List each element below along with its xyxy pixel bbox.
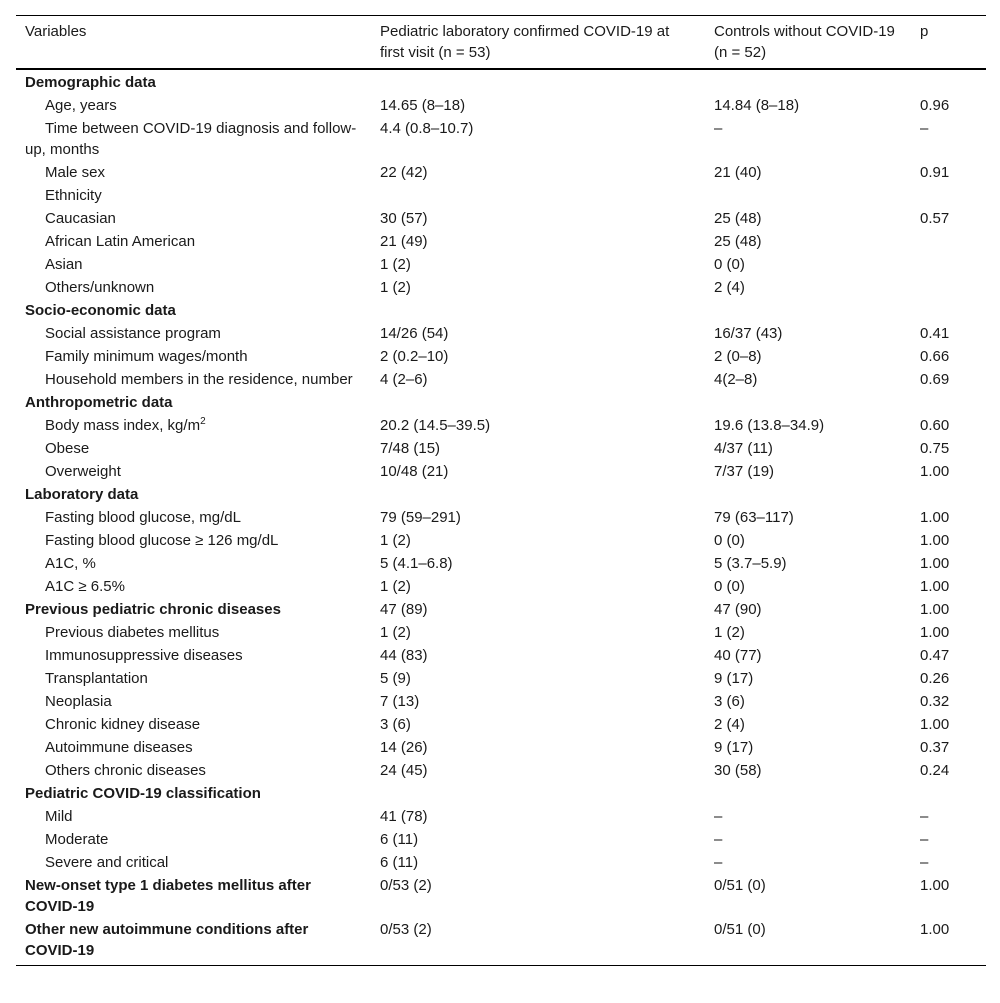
p-value-cell bbox=[911, 483, 986, 506]
controls-value-cell: 3 (6) bbox=[714, 693, 745, 710]
table-row bbox=[16, 207, 986, 230]
section-label bbox=[16, 391, 371, 414]
variable-label bbox=[16, 713, 371, 736]
label-text: Time between COVID-19 diagnosis and follow-up, months bbox=[25, 120, 357, 158]
p-value-cell: 0.37 bbox=[920, 739, 950, 756]
controls-value-cell: 47 (90) bbox=[714, 601, 762, 618]
table-row bbox=[16, 736, 986, 759]
variable-label bbox=[16, 276, 371, 299]
controls-value-cell: 21 (40) bbox=[714, 164, 762, 181]
label-text: New-onset type 1 diabetes mellitus after COVID-19 bbox=[25, 877, 311, 915]
variable-label bbox=[16, 117, 371, 161]
p-value-cell: 0.69 bbox=[920, 371, 950, 388]
label-text: Neoplasia bbox=[45, 693, 112, 710]
p-value-cell: 0.75 bbox=[920, 440, 950, 457]
controls-value-cell: 7/37 (19) bbox=[714, 463, 775, 480]
variable-label bbox=[16, 437, 371, 460]
covid-value-cell: 5 (9) bbox=[380, 670, 411, 687]
variable-label bbox=[16, 414, 371, 437]
controls-value-cell: 0/51 (0) bbox=[714, 877, 766, 894]
table-row bbox=[16, 759, 986, 782]
controls-value-cell: 2 (4) bbox=[714, 279, 745, 296]
section-label bbox=[16, 69, 371, 94]
section-row bbox=[16, 782, 986, 805]
table-row bbox=[16, 621, 986, 644]
variable-label bbox=[16, 253, 371, 276]
covid-value-cell: 7 (13) bbox=[380, 693, 420, 710]
p-value-cell: 0.91 bbox=[920, 164, 950, 181]
table-row bbox=[16, 713, 986, 736]
controls-value-cell: 2 (4) bbox=[714, 716, 745, 733]
covid-value-cell: 1 (2) bbox=[380, 578, 411, 595]
table-row bbox=[16, 253, 986, 276]
p-value-cell: 0.41 bbox=[920, 325, 950, 342]
table-body bbox=[16, 69, 986, 966]
label-text: Moderate bbox=[45, 831, 109, 848]
controls-value-cell bbox=[705, 299, 911, 322]
label-text: Others/unknown bbox=[45, 279, 155, 296]
label-text: Socio-economic data bbox=[25, 302, 176, 319]
label-text: A1C, % bbox=[45, 555, 96, 572]
variable-label bbox=[16, 667, 371, 690]
covid-value-cell: 1 (2) bbox=[380, 532, 411, 549]
p-value-cell: 0.57 bbox=[920, 210, 950, 227]
p-value-cell: 1.00 bbox=[920, 509, 950, 526]
section-row bbox=[16, 483, 986, 506]
label-text: African Latin American bbox=[45, 233, 196, 250]
covid-value-cell: 7/48 (15) bbox=[380, 440, 441, 457]
label-text: Demographic data bbox=[25, 74, 156, 91]
controls-value-cell: 4/37 (11) bbox=[714, 440, 773, 457]
covid-value-cell: 30 (57) bbox=[380, 210, 428, 227]
label-text: Asian bbox=[45, 256, 83, 273]
label-text: Social assistance program bbox=[45, 325, 221, 342]
label-text: Previous diabetes mellitus bbox=[45, 624, 220, 641]
section-label bbox=[16, 483, 371, 506]
label-text: Obese bbox=[45, 440, 90, 457]
p-value-cell bbox=[911, 391, 986, 414]
covid-value-cell bbox=[371, 391, 705, 414]
p-value-cell bbox=[911, 253, 986, 276]
covid-value-cell: 24 (45) bbox=[380, 762, 428, 779]
covid-value-cell: 1 (2) bbox=[380, 256, 411, 273]
controls-value-cell: 9 (17) bbox=[714, 739, 754, 756]
p-value-cell bbox=[911, 299, 986, 322]
p-value-cell bbox=[911, 230, 986, 253]
section-label bbox=[16, 874, 371, 918]
section-row bbox=[16, 918, 986, 966]
controls-value-cell: 16/37 (43) bbox=[714, 325, 783, 342]
table-row bbox=[16, 345, 986, 368]
table-row bbox=[16, 322, 986, 345]
variable-label bbox=[16, 460, 371, 483]
controls-value-cell: 9 (17) bbox=[714, 670, 754, 687]
controls-value-cell: 14.84 (8–18) bbox=[714, 97, 800, 114]
covid-value-cell: 41 (78) bbox=[380, 808, 428, 825]
header-row bbox=[16, 16, 986, 70]
covid-value-cell bbox=[371, 299, 705, 322]
label-text: Immunosuppressive diseases bbox=[45, 647, 243, 664]
table-row bbox=[16, 414, 986, 437]
table-row bbox=[16, 552, 986, 575]
header-variables: Variables bbox=[25, 23, 87, 40]
label-text: Severe and critical bbox=[45, 854, 169, 871]
label-text: Transplantation bbox=[45, 670, 148, 687]
variable-label bbox=[16, 322, 371, 345]
p-value-cell bbox=[911, 782, 986, 805]
covid-value-cell: 1 (2) bbox=[380, 279, 411, 296]
label-text: Other new autoimmune conditions after COVID-19 bbox=[25, 921, 309, 959]
section-row bbox=[16, 299, 986, 322]
controls-value-cell bbox=[705, 782, 911, 805]
controls-value-cell bbox=[705, 391, 911, 414]
header-p-value: p bbox=[920, 23, 929, 40]
covid-value-cell: 2 (0.2–10) bbox=[380, 348, 449, 365]
variable-label bbox=[16, 529, 371, 552]
covid-value-cell: 4 (2–6) bbox=[380, 371, 428, 388]
covid-value-cell bbox=[371, 483, 705, 506]
covid-value-cell: 14 (26) bbox=[380, 739, 428, 756]
variable-label bbox=[16, 828, 371, 851]
covid-value-cell: 10/48 (21) bbox=[380, 463, 449, 480]
covid-value-cell: 3 (6) bbox=[380, 716, 411, 733]
covid-value-cell: 47 (89) bbox=[380, 601, 428, 618]
covid-value-cell: 21 (49) bbox=[380, 233, 428, 250]
controls-value-cell: – bbox=[714, 120, 723, 137]
covid-value-cell: 79 (59–291) bbox=[380, 509, 461, 526]
section-label bbox=[16, 299, 371, 322]
variable-label bbox=[16, 94, 371, 117]
table-row bbox=[16, 161, 986, 184]
variable-label bbox=[16, 552, 371, 575]
covid-value-cell: 4.4 (0.8–10.7) bbox=[380, 120, 474, 137]
section-row bbox=[16, 391, 986, 414]
section-row bbox=[16, 598, 986, 621]
p-value-cell: 0.66 bbox=[920, 348, 950, 365]
variable-label bbox=[16, 506, 371, 529]
controls-value-cell: 4(2–8) bbox=[714, 371, 758, 388]
label-text: Laboratory data bbox=[25, 486, 139, 503]
variable-label bbox=[16, 690, 371, 713]
label-text: Previous pediatric chronic diseases bbox=[25, 601, 281, 618]
controls-value-cell: – bbox=[714, 808, 723, 825]
label-text: Anthropometric data bbox=[25, 394, 173, 411]
variable-label bbox=[16, 805, 371, 828]
variable-label bbox=[16, 644, 371, 667]
controls-value-cell: 40 (77) bbox=[714, 647, 762, 664]
label-text: Household members in the residence, number bbox=[45, 371, 353, 388]
covid-value-cell bbox=[371, 782, 705, 805]
p-value-cell: 1.00 bbox=[920, 555, 950, 572]
variable-label bbox=[16, 184, 371, 207]
covid-value-cell: 14/26 (54) bbox=[380, 325, 449, 342]
p-value-cell: 1.00 bbox=[920, 601, 950, 618]
controls-value-cell: 25 (48) bbox=[714, 210, 762, 227]
controls-value-cell bbox=[705, 483, 911, 506]
covid-value-cell: 5 (4.1–6.8) bbox=[380, 555, 453, 572]
controls-value-cell bbox=[705, 184, 911, 207]
variable-label bbox=[16, 345, 371, 368]
section-row bbox=[16, 69, 986, 94]
p-value-cell bbox=[911, 184, 986, 207]
variable-label bbox=[16, 851, 371, 874]
table-row bbox=[16, 276, 986, 299]
p-value-cell: – bbox=[920, 831, 929, 848]
controls-value-cell: 1 (2) bbox=[714, 624, 745, 641]
covid-value-cell: 22 (42) bbox=[380, 164, 428, 181]
covid-value-cell: 6 (11) bbox=[380, 831, 419, 848]
covid-value-cell: 14.65 (8–18) bbox=[380, 97, 466, 114]
p-value-cell: 1.00 bbox=[920, 578, 950, 595]
p-value-cell: – bbox=[920, 808, 929, 825]
p-value-cell: 0.24 bbox=[920, 762, 950, 779]
p-value-cell: 1.00 bbox=[920, 463, 950, 480]
table-row bbox=[16, 437, 986, 460]
variable-label bbox=[16, 621, 371, 644]
table-row bbox=[16, 506, 986, 529]
covid-value-cell: 1 (2) bbox=[380, 624, 411, 641]
label-text: Others chronic diseases bbox=[45, 762, 206, 779]
covid-value-cell: 0/53 (2) bbox=[380, 921, 432, 938]
table-row bbox=[16, 805, 986, 828]
covid-value-cell bbox=[371, 184, 705, 207]
p-value-cell: 0.47 bbox=[920, 647, 950, 664]
p-value-cell: 1.00 bbox=[920, 921, 950, 938]
variable-label bbox=[16, 368, 371, 391]
p-value-cell bbox=[911, 69, 986, 94]
header-controls-group: Controls without COVID-19 (n = 52) bbox=[714, 23, 895, 61]
p-value-cell: 1.00 bbox=[920, 716, 950, 733]
p-value-cell: 0.26 bbox=[920, 670, 950, 687]
controls-value-cell: 25 (48) bbox=[714, 233, 762, 250]
table-row bbox=[16, 667, 986, 690]
variable-label bbox=[16, 207, 371, 230]
controls-value-cell: 0 (0) bbox=[714, 578, 745, 595]
label-text: Family minimum wages/month bbox=[45, 348, 248, 365]
controls-value-cell: – bbox=[714, 854, 723, 871]
label-text: Body mass index, kg/m bbox=[45, 417, 201, 434]
p-value-cell bbox=[911, 276, 986, 299]
p-value-cell: 1.00 bbox=[920, 624, 950, 641]
table-row bbox=[16, 94, 986, 117]
label-text: Autoimmune diseases bbox=[45, 739, 193, 756]
section-label bbox=[16, 598, 371, 621]
p-value-cell: – bbox=[920, 854, 929, 871]
controls-value-cell bbox=[705, 69, 911, 94]
table-row bbox=[16, 184, 986, 207]
controls-value-cell: 30 (58) bbox=[714, 762, 762, 779]
label-text: Fasting blood glucose, mg/dL bbox=[45, 509, 241, 526]
header-covid-group: Pediatric laboratory confirmed COVID-19 at first visit (n = 53) bbox=[380, 23, 670, 61]
covid-value-cell: 44 (83) bbox=[380, 647, 428, 664]
controls-value-cell: 19.6 (13.8–34.9) bbox=[714, 417, 825, 434]
table-row bbox=[16, 828, 986, 851]
table-row bbox=[16, 460, 986, 483]
table-row bbox=[16, 644, 986, 667]
variable-label bbox=[16, 759, 371, 782]
table-row bbox=[16, 851, 986, 874]
variable-label bbox=[16, 161, 371, 184]
p-value-cell: 1.00 bbox=[920, 532, 950, 549]
variable-label bbox=[16, 230, 371, 253]
covid-value-cell: 6 (11) bbox=[380, 854, 419, 871]
controls-value-cell: – bbox=[714, 831, 723, 848]
controls-value-cell: 2 (0–8) bbox=[714, 348, 762, 365]
section-label bbox=[16, 918, 371, 966]
p-value-cell: 0.60 bbox=[920, 417, 950, 434]
table-row bbox=[16, 117, 986, 161]
label-text: Ethnicity bbox=[45, 187, 102, 204]
p-value-cell: 0.32 bbox=[920, 693, 950, 710]
label-text: Pediatric COVID-19 classification bbox=[25, 785, 261, 802]
variable-label bbox=[16, 575, 371, 598]
label-text: Fasting blood glucose ≥ 126 mg/dL bbox=[45, 532, 279, 549]
section-label bbox=[16, 782, 371, 805]
controls-value-cell: 0/51 (0) bbox=[714, 921, 766, 938]
covid-value-cell: 0/53 (2) bbox=[380, 877, 432, 894]
controls-value-cell: 5 (3.7–5.9) bbox=[714, 555, 787, 572]
table-row bbox=[16, 529, 986, 552]
controls-value-cell: 0 (0) bbox=[714, 532, 745, 549]
p-value-cell: 0.96 bbox=[920, 97, 950, 114]
label-text: Overweight bbox=[45, 463, 121, 480]
label-text: Mild bbox=[45, 808, 73, 825]
label-text: Male sex bbox=[45, 164, 106, 181]
p-value-cell: 1.00 bbox=[920, 877, 950, 894]
table-row bbox=[16, 690, 986, 713]
superscript: 2 bbox=[200, 416, 206, 427]
label-text: Chronic kidney disease bbox=[45, 716, 201, 733]
variable-label bbox=[16, 736, 371, 759]
table-row bbox=[16, 368, 986, 391]
p-value-cell: – bbox=[920, 120, 929, 137]
controls-value-cell: 0 (0) bbox=[714, 256, 745, 273]
label-text: A1C ≥ 6.5% bbox=[45, 578, 125, 595]
covid-value-cell bbox=[371, 69, 705, 94]
covid-value-cell: 20.2 (14.5–39.5) bbox=[380, 417, 491, 434]
table-row bbox=[16, 230, 986, 253]
data-table bbox=[16, 15, 986, 966]
table-row bbox=[16, 575, 986, 598]
controls-value-cell: 79 (63–117) bbox=[714, 509, 794, 526]
table-header bbox=[16, 16, 986, 70]
section-row bbox=[16, 874, 986, 918]
label-text: Age, years bbox=[45, 97, 117, 114]
label-text: Caucasian bbox=[45, 210, 116, 227]
